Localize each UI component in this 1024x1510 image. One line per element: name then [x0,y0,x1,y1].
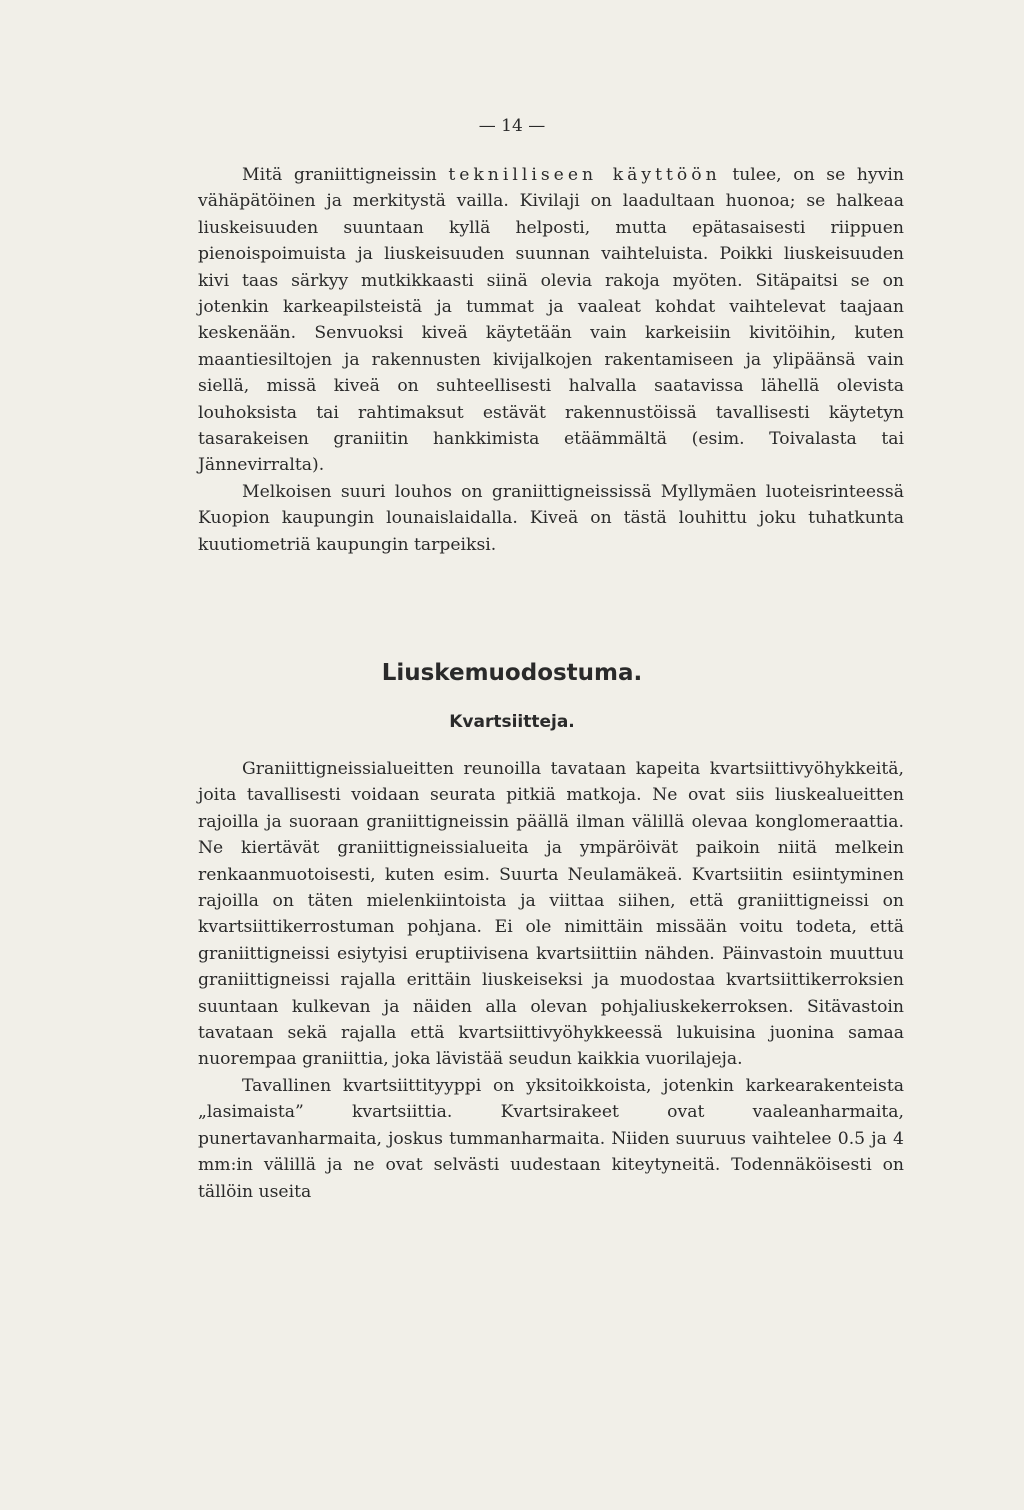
paragraph-text: tulee, on se hyvin vähäpätöinen ja merkitystä vailla. Kivilaji on laadultaan huonoa; se halkeaa liuskeisuuden suuntaan kyllä helposti, mutta epätasaisesti riippuen pienoispoimuista ja liuskeisuuden suunnan vaihteluista. Poikki liuskeisuuden kivi taas särkyy mutkikkaasti siinä olevia rakoja myöten. Sitäpaitsi se on jotenkin karkeapilsteistä ja tummat ja vaaleat kohdat vaihtelevat taajaan keskenään. Senvuoksi kiveä käytetään vain karkeisiin kivitöihin, kuten maantiesiltojen ja rakennusten kivijalkojen rakentamiseen ja ylipäänsä vain siellä, missä kiveä on suhteellisesti halvalla saatavissa lähellä olevista louhoksista tai rahtimaksut estävät rakennustöissä tavallisesti käytetyn tasarakeisen graniitin hankkimista etäämmältä (esim. Toivalasta tai Jännevirralta). [198,165,904,476]
paragraph-quarry: Melkoisen suuri louhos on graniittigneississä Myllymäen luoteisrinteessä Kuopion kaupungin lounaislaidalla. Kiveä on tästä louhittu joku tuhatkunta kuutiometriä kaupungin tarpeiksi. [198,481,904,555]
paragraph-quartzite-type: Tavallinen kvartsiittityyppi on yksitoikkoista, jotenkin karkearakenteista „lasimaista” kvartsiittia. Kvartsirakeet ovat vaaleanharmaita, punertavanharmaita, joskus tummanharmaita. Niiden suuruus vaihtelee 0.5 ja 4 mm:in välillä ja ne ovat selvästi uudestaan kiteytyneitä. Todennäköisesti on tällöin useita [198,1075,904,1202]
chapter-heading: Liuskemuodostuma. [381,660,643,686]
paragraph-text: Mitä graniittigneissin [242,165,449,185]
text-block-bottom [198,756,904,1205]
paragraph-technical-use [198,162,904,479]
emphasized-text: teknilliseen käyttöön [448,165,721,185]
text-block-top [198,162,904,558]
section-heading: Kvartsiitteja. [449,712,575,732]
paragraph-quartzite-zones: Graniittigneissialueitten reunoilla tavataan kapeita kvartsiittivyöhykkeitä, joita tavallisesti voidaan seurata pitkiä matkoja. Ne ovat siis liuskealueitten rajoilla ja suoraan graniittigneissin päällä ilman välillä olevaa konglomeraattia. Ne kiertävät graniittigneissialueita ja ympäröivät paikoin niitä melkein renkaanmuotoisesti, kuten esim. Suurta Neulamäkeä. Kvartsiitin esiintyminen rajoilla on täten mielenkiintoista ja viittaa siihen, että graniittigneissi on kvartsiittikerrostuman pohjana. Ei ole nimittäin missään voitu todeta, että graniittigneissi esiytyisi eruptiivisena kvartsiittiin nähden. Päinvastoin muuttuu graniittigneissi rajalla erittäin liuskeiseksi ja muodostaa kvartsiittikerroksien suuntaan kulkevan ja näiden alla olevan pohjaliuskekerroksen. Sitävastoin tavataan sekä rajalla että kvartsiittivyöhykkeessä lukuisina juonina samaa nuorempaa graniittia, joka lävistää seudun kaikkia vuorilajeja. [198,759,904,1070]
page-number: — 14 — [478,116,546,136]
